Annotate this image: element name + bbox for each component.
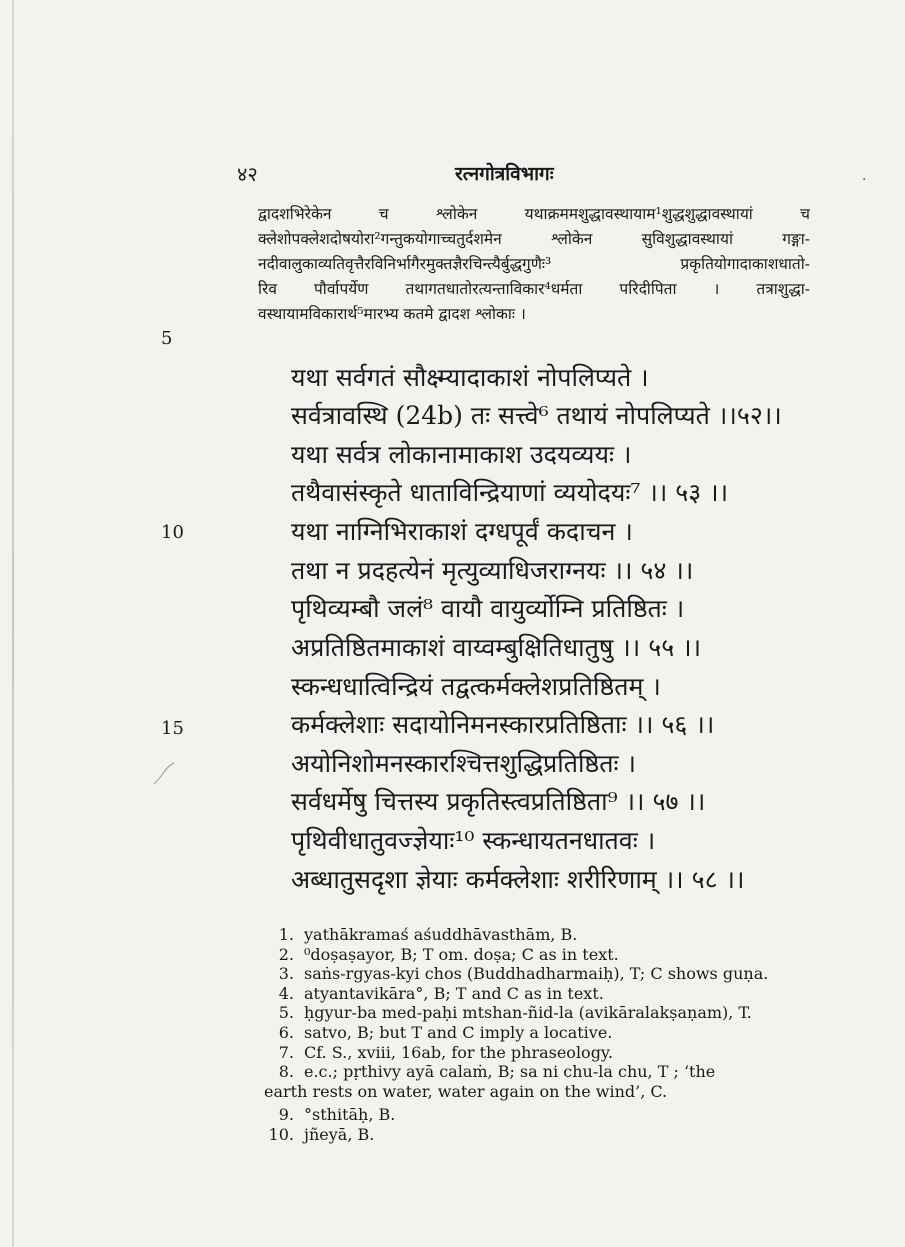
footnote-number: 4. <box>278 983 294 1003</box>
footnote-text: satvo, B; but T and C imply a locative. <box>304 1022 613 1042</box>
footnote-number: 9. <box>278 1105 294 1125</box>
running-title: रत्नगोत्रविभागः <box>455 163 554 185</box>
prose-line: नदीवालुकाव्यतिवृत्तैरविनिर्भागैरमुक्तज्ञैरचिन्त्यैर्बुद्धगुणैः³ प्रकृतियोगादाकाशधातो- <box>258 255 810 273</box>
footnote-number: 10. <box>268 1124 294 1144</box>
verse-line: अयोनिशोमनस्कारश्चित्तशुद्धिप्रतिष्ठितः । <box>291 749 636 778</box>
footnote-number: 2. <box>278 944 294 964</box>
footnote-text: °sthitāḥ, B. <box>304 1105 396 1125</box>
footnote <box>262 1105 822 1125</box>
prose-line: वस्थायामविकारार्थ⁵मारभ्य कतमे द्वादश श्लोकाः । <box>258 305 526 323</box>
footnote-number: 6. <box>278 1022 294 1042</box>
page-edge-shadow <box>12 0 14 1247</box>
prose-line: रिव पौर्वापर्येण तथागतधातोरत्यन्ताविकार⁴धर्मता परिदीपिता । तत्राशुद्धा- <box>258 280 810 298</box>
footnote-text: ḥgyur-ba med-paḥi mtshan-ñid-la (avikāralakṣaṇam), T. <box>304 1003 752 1023</box>
line-number: 5 <box>161 328 173 349</box>
footnote <box>262 1062 822 1082</box>
footnote <box>262 1023 822 1043</box>
footnote-number: 3. <box>278 964 294 984</box>
verse-line: यथा सर्वगतं सौक्ष्म्यादाकाशं नोपलिप्यते । <box>291 363 649 392</box>
footnote <box>262 1125 822 1145</box>
verse-line: सर्वधर्मेषु चित्तस्य प्रकृतिस्त्वप्रतिष्ठिता⁹ ।। ५७ ।। <box>291 787 706 816</box>
footnote-text: jñeyā, B. <box>304 1124 375 1144</box>
page-number: ४२ <box>237 162 258 186</box>
footnotes <box>262 925 822 1145</box>
verse-line: कर्मक्लेशाः सदायोनिमनस्कारप्रतिष्ठिताः ।। ५६ ।। <box>291 710 715 739</box>
verse-line: तथा न प्रदहत्येनं मृत्युव्याधिजराग्नयः ।। ५४ ।। <box>291 556 694 585</box>
verse-line: अब्धातुसदृशा ज्ञेयाः कर्मक्लेशाः शरीरिणाम् ।। ५८ ।। <box>291 865 745 894</box>
footnote <box>262 925 822 945</box>
verse-line: यथा सर्वत्र लोकानामाकाश उदयव्ययः । <box>291 440 632 469</box>
footnote-text: earth rests on water, water again on the wind’, C. <box>264 1081 668 1101</box>
footnote-number: 7. <box>278 1042 294 1062</box>
footnote <box>262 964 822 984</box>
footnote-text: e.c.; pṛthivy ayā calaṁ, B; sa ni chu-la chu, T ; ‘the <box>304 1062 716 1082</box>
pencil-mark <box>150 760 178 788</box>
prose-line: द्वादशभिरेकेन च श्लोकेन यथाक्रममशुद्धावस्थायाम¹शुद्धशुद्धावस्थायां च <box>258 205 810 223</box>
footnote-text: atyantavikāra°, B; T and C as in text. <box>304 983 604 1003</box>
footnote-text: Cf. S., xviii, 16ab, for the phraseology. <box>304 1042 613 1062</box>
footnote-continuation <box>264 1082 822 1102</box>
footnote-text: saṅs-rgyas-kyi chos (Buddhadharmaiḥ), T; C shows guṇa. <box>304 964 769 984</box>
footnote-text: yathākramaś aśuddhāvasthām, B. <box>304 925 578 944</box>
footnote-number: 8. <box>278 1062 294 1082</box>
margin-dot: · <box>862 172 867 188</box>
footnote <box>262 984 822 1004</box>
verse-line: पृथिव्यम्बौ जलं⁸ वायौ वायुर्व्योम्नि प्रतिष्ठितः । <box>291 594 685 623</box>
verse-line: यथा नाग्निभिराकाशं दग्धपूर्वं कदाचन । <box>291 517 633 546</box>
verse-line: स्कन्धधात्विन्द्रियं तद्वत्कर्मक्लेशप्रतिष्ठितम् । <box>291 672 661 701</box>
line-number: 10 <box>161 522 184 543</box>
prose-line: क्लेशोपक्लेशदोषयोरा²गन्तुकयोगाच्चतुर्दशमेन श्लोकेन सुविशुद्धावस्थायां गङ्गा- <box>258 230 810 248</box>
footnote-number: 5. <box>278 1003 294 1023</box>
footnote <box>262 1043 822 1063</box>
footnote-text: ⁰doṣaṣayor, B; T om. doṣa; C as in text. <box>304 944 619 964</box>
footnote <box>262 945 822 965</box>
prose-paragraph <box>258 202 810 327</box>
verse-line: तथैवासंस्कृते धाताविन्द्रियाणां व्ययोदयः⁷ ।। ५३ ।। <box>291 478 729 507</box>
line-number: 15 <box>161 718 184 739</box>
verse-line: सर्वत्रावस्थि (24b) तः सत्त्वे⁶ तथायं नोपलिप्यते ।।५२।। <box>291 401 782 430</box>
verse-line: पृथिवीधातुवज्ज्ञेयाः¹⁰ स्कन्धायतनधातवः । <box>291 826 656 855</box>
footnote <box>262 1003 822 1023</box>
footnote-number: 1. <box>278 925 294 944</box>
verse-line: अप्रतिष्ठितमाकाशं वाय्वम्बुक्षितिधातुषु ।। ५५ ।। <box>291 633 702 662</box>
